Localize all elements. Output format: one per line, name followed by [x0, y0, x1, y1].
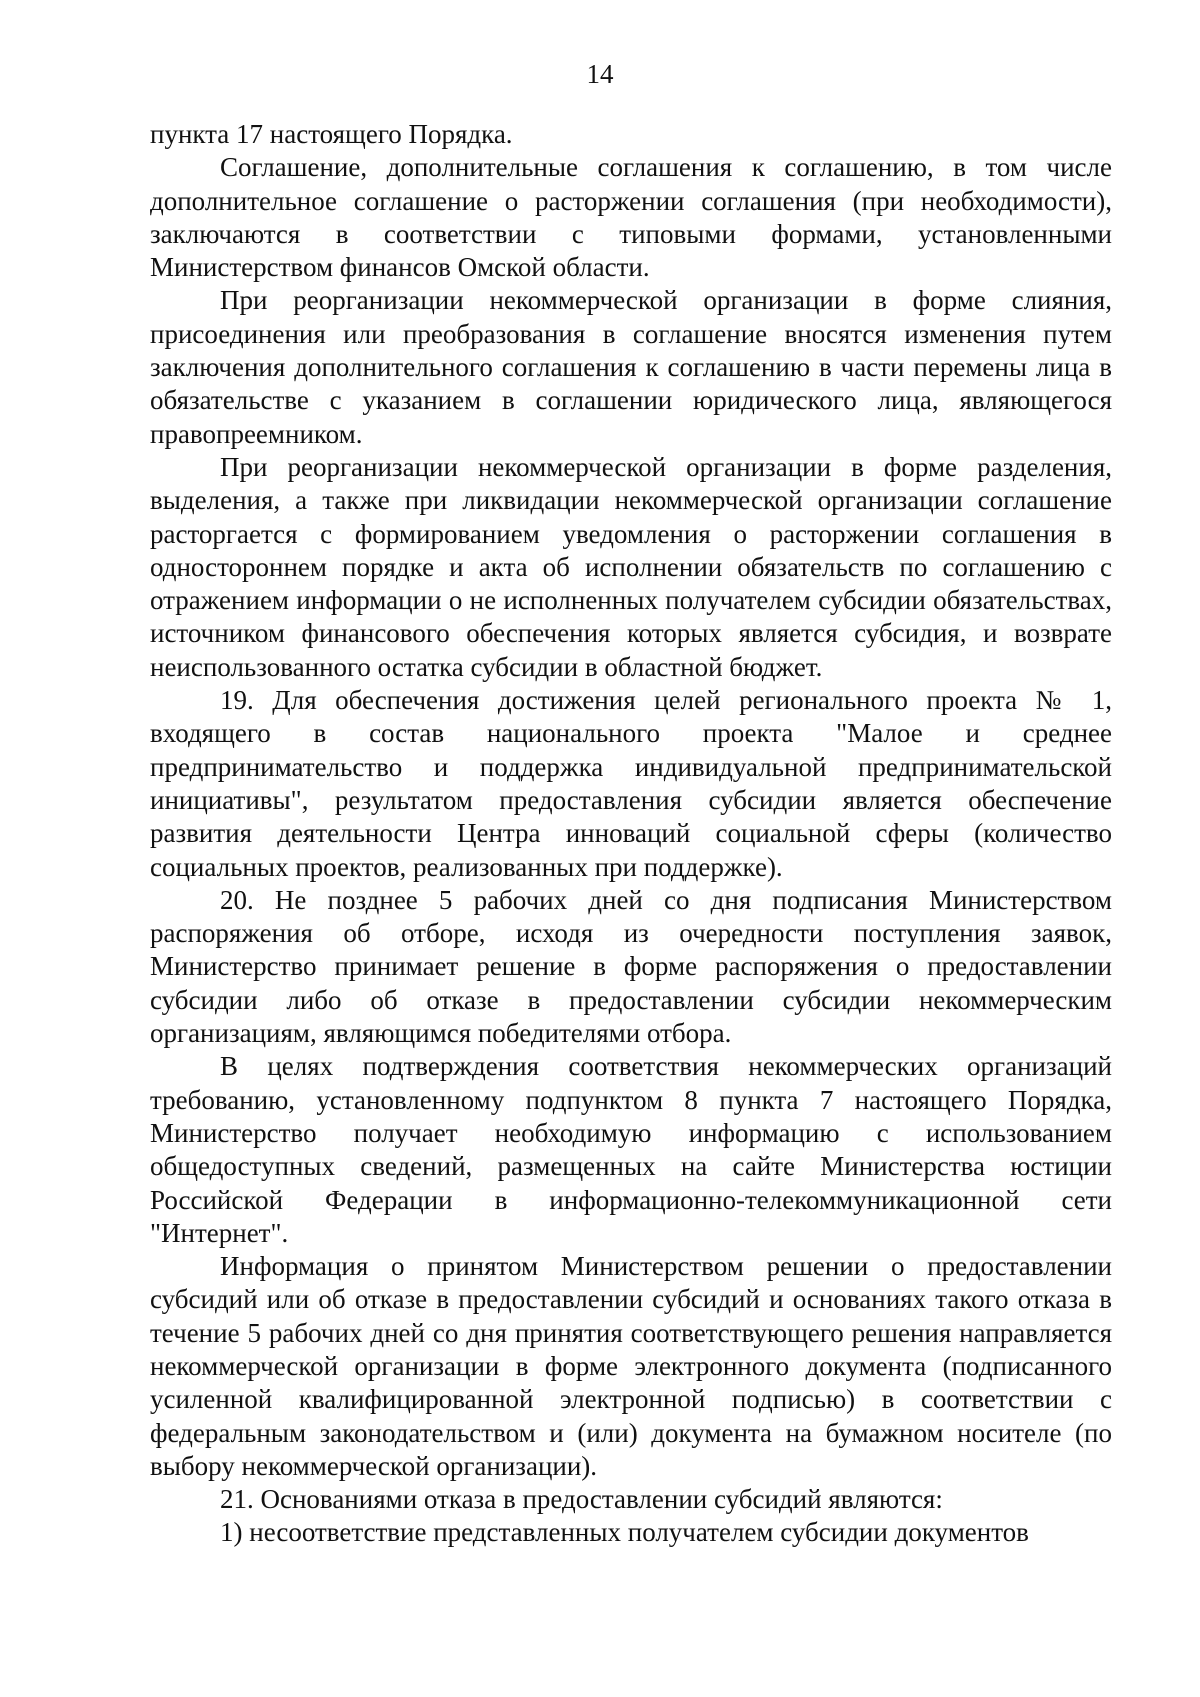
- document-body: [150, 118, 1112, 1550]
- paragraph-reorganization-division: При реорганизации некоммерческой организации в форме разделения, выделения, а также при ликвидации некоммерческой организации соглашение расторгается с формированием уведомления о расторжении соглашения в одностороннем порядке и акта об исполнении обязательств по соглашению с отражением информации о не исполненных получателем субсидии обязательствах, источником финансового обеспечения которых является субсидия, и возврате неиспользованного остатка субсидии в областной бюджет.: [150, 451, 1112, 682]
- paragraph-item-21-sub-1: 1) несоответствие представленных получателем субсидии документов: [220, 1517, 1029, 1548]
- paragraph-item-20: 20. Не позднее 5 рабочих дней со дня подписания Министерством распоряжения об отборе, исходя из очередности поступления заявок, Министерство принимает решение в форме распоряжения о предоставлении субсидии либо об отказе в предоставлении субсидии некоммерческим организациям, являющимся победителями отбора.: [150, 884, 1112, 1049]
- paragraph-reorganization-merger: При реорганизации некоммерческой организации в форме слияния, присоединения или преобразования в соглашение вносятся изменения путем заключения дополнительного соглашения к соглашению в части перемены лица в обязательстве с указанием в соглашении юридического лица, являющегося правопреемником.: [150, 285, 1112, 449]
- paragraph-continuation: пункта 17 настоящего Порядка.: [150, 119, 513, 149]
- paragraph-agreement-forms: Соглашение, дополнительные соглашения к соглашению, в том числе дополнительное соглашение о расторжении соглашения (при необходимости), заключаются в соответствии с типовыми формами, установленными Министерством финансов Омской области.: [150, 152, 1112, 283]
- paragraph-decision-notice: Информация о принятом Министерством решении о предоставлении субсидий или об отказе в предоставлении субсидий и основаниях такого отказа в течение 5 рабочих дней со дня принятия соответствующего решения направляется некоммерческой организации в форме электронного документа (подписанного усиленной квалифицированной электронной подписью) в соответствии с федеральным законодательством и (или) документа на бумажном носителе (по выбору некоммерческой организации).: [150, 1251, 1112, 1481]
- paragraph-item-19: 19. Для обеспечения достижения целей регионального проекта № 1, входящего в состав национального проекта "Малое и среднее предпринимательство и поддержка индивидуальной предпринимательской инициативы", результатом предоставления субсидии является обеспечение развития деятельности Центра инноваций социальной сферы (количество социальных проектов, реализованных при поддержке).: [150, 685, 1112, 882]
- paragraph-item-21: 21. Основаниями отказа в предоставлении субсидий являются:: [220, 1484, 943, 1515]
- page-number: 14: [586, 59, 614, 89]
- paragraph-verification: В целях подтверждения соответствия некоммерческих организаций требованию, установленному подпунктом 8 пункта 7 настоящего Порядка, Министерство получает необходимую информацию с использованием общедоступных сведений, размещенных на сайте Министерства юстиции Российской Федерации в информационно-телекоммуникационной сети "Интернет".: [150, 1051, 1112, 1248]
